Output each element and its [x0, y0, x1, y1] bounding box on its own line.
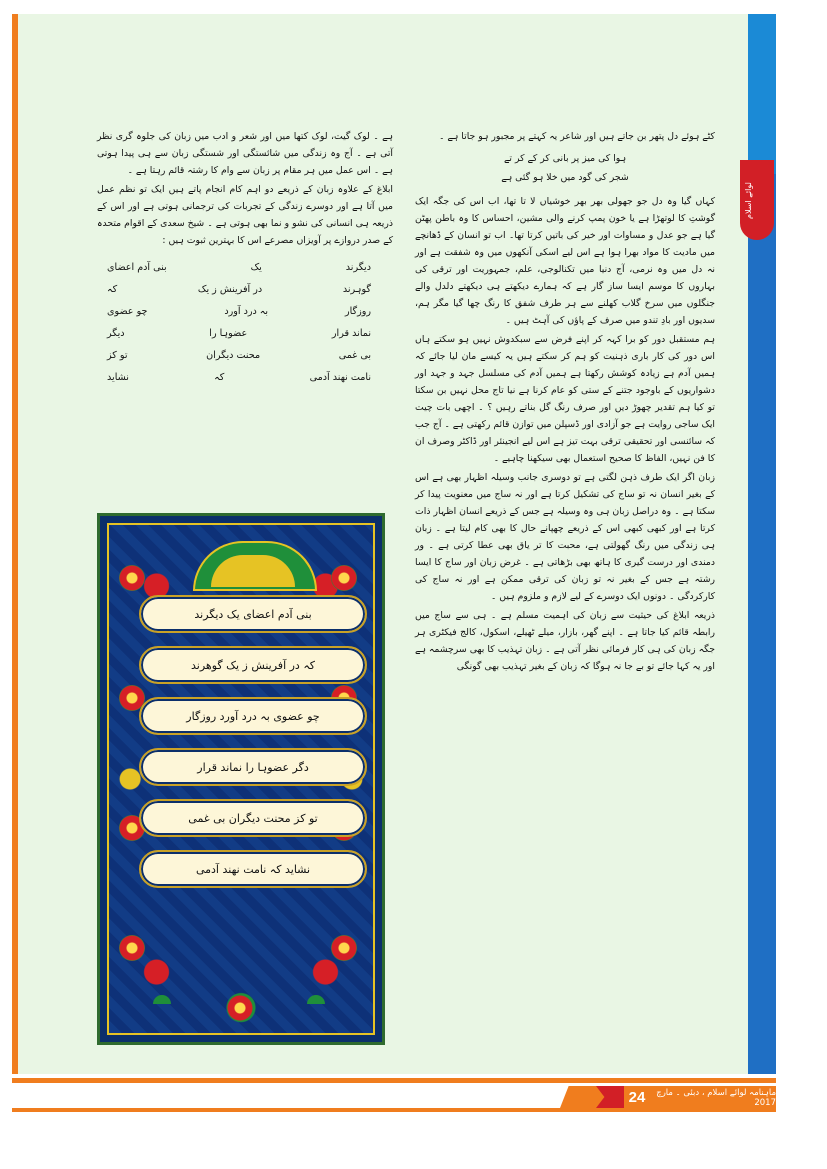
side-tab-label: لوائے اسلام: [744, 182, 753, 220]
poem-segment: دیگر: [107, 328, 125, 339]
poem-segment: عضوہا را: [209, 328, 248, 339]
page-number: 24: [628, 1088, 646, 1106]
poem-line: [97, 279, 393, 301]
poem-line: [97, 323, 393, 345]
paragraph: زبان اگر ایک طرف ذہن لگتی ہے تو دوسری جانب وسیلہ اظہار بھی ہے اس کے بغیر انسان نہ تو ساج کی تشکیل کرتا ہے اور نہ ساج میں معنویت پیدا کر سکتا ہے ۔ وہ دراصل زبان ہی وہ وسیلہ ہے جس کے ذریعے انسان اظہار ذات کرتا ہے اور کبھی کبھی اس کے ذریعے چھپانے حال کا بھی کام لیتا ہے ۔ زبان ہی زندگی میں رنگ گھولتی ہے، محبت کا تر یاق بھی عطا کرتی ہے ۔ ور دمندی اور درست گیری کا ہاتھ بھی بڑھاتی ہے ۔ غرض زبان اور ساج کا ایسا رشتہ ہے جس کے بغیر نہ تو زبان کی ترقی ممکن ہے اور نہ ساج کی کارکردگی ۔ دونوں ایک دوسرے کے لیے لازم و ملزوم ہیں ۔: [415, 472, 715, 602]
paragraph: ابلاغ کے علاوہ زبان کے ذریعے دو اہم کام انجام پاتے ہیں ایک تو نظم عمل میں آتا ہے اور دوسرے زندگی کے تجربات کی ترجمانی ہوتی ہے اور اس کے ذریعہ ہی انسانی کی نشو و نما بھی ہوتی ہے ۔ شیخ سعدی کے اقوام متحدہ کے صدر دروازے پر آویزاں مصرعے اس کا بہترین ثبوت ہیں :: [97, 184, 393, 246]
footer-whitespace: [12, 1112, 776, 1152]
poem-segment: محنت دیگران: [206, 350, 261, 361]
leaf-icon: [153, 995, 171, 1004]
flower-icon: [119, 935, 145, 961]
poem-segment: چو عضوی: [107, 306, 148, 317]
paragraph: ہے ۔ لوک گیت، لوک کتھا میں اور شعر و ادب میں زبان کی جلوہ گری نظر آتی ہے ۔ آج وہ زندگی میں شائستگی اور شستگی زبان سے ہی پیدا ہوتی ہے ۔ اس عمل میں ہر مقام پر زبان سے وام کا رشتہ قائم رہتا ہے ۔: [97, 131, 393, 176]
dome-inner-icon: [211, 555, 295, 587]
paragraph: ذریعہ ابلاغ کی حیثیت سے زبان کی اہمیت مسلم ہے ۔ ہی سے ساج میں رابطہ قائم کیا جاتا ہے ۔ اپنے گھر، بازار، میلے ٹھیلے، اسکول، کالج فیکٹری ہر جگہ زبان کی ہی کار فرمائی نظر آتی ہے ۔ زبان تہذیب کا بھی سرچشمہ ہے اور یہ کہا جائے تو بے جا نہ ہوگا کہ زبان کے بغیر تہذیب بھی گونگی: [415, 610, 715, 672]
text-column-left: [97, 128, 393, 389]
poem-segment: تو کز: [107, 350, 128, 361]
footer-rule-top: [12, 1078, 776, 1083]
poem-segment: نامت نھند آدمی: [309, 372, 371, 383]
paragraph: ہم مستقبل دور کو برا کہہ کر اپنے فرض سے سبکدوش نہیں ہو سکتے ہاں اس دور کی کار باری ذہنیت کو ہم کر سکتے ہیں یہ کیسے مان لیا جائے کہ ہمیں آدم ہے زیادہ کوشش رکھتا ہے ہمیں آدم کی مسلسل جہد و جہد اور دشواریوں کے باوجود جتنے کے ستی کو عام کرنا ہے نیا تاج محل نہیں بن سکتا تو کیا ہم تقدیر چھوڑ دیں اور صرف رنگ گل بناتے رہیں ؟ ۔ اچھی بات چیت ایک ساجی روایت ہے جو آزادی اور ڈسپلن میں توازن قائم رکھتی ہے ۔ آج جب کہ سائنسی اور تحقیقی ترقی بہت تیز ہے اس لیے انجینئر اور ڈاکٹر وصرف ان کا فن نہیں، الفاظ کا صحیح استعمال بھی سیکھنا چاہیے ۔: [415, 334, 715, 464]
poem-segment: نماند قرار: [331, 328, 371, 339]
poem-segment: بی غمی: [338, 350, 371, 361]
leaf-icon: [307, 995, 325, 1004]
paragraph: کٹے ہوئے دل پتھر بن جاتے ہیں اور شاعر یہ کہتے پر مجبور ہو جاتا ہے ۔: [439, 131, 715, 142]
flower-icon: [331, 565, 357, 591]
cartouche: کہ در آفرینش ز یک گوھرند: [139, 646, 367, 684]
cartouche: چو عضوی بہ درد آورد روزگار: [139, 697, 367, 735]
paragraph: کہاں گیا وہ دل جو جھولی بھر بھر خوشیاں لا تا تھا، اب اس کی جگہ ایک گوشتِ کا لوتھڑا ہے یا خون پمپ کرنے والی مشین، احساس کا وہ باطن پھٹن گیا ہے جو عدل و مساوات اور خیر کی باتیں کرتا تھا۔ اب تو انسان کے ڈھانچے میں مادیت کا مواد بھرا ہوا ہے اس لیے اسکی آنکھوں میں وہ شفقت ہے اور نہ دل میں وہ نرمی، آج دنیا میں تکنالوجی، علم، جمہوریت اور ترقی کی بہاروں کا موسم ایسا ساز گار ہے کہ ہمارے دیکھتے ہی دیکھتے دلدل والے جنگلوں میں سرخ گلاب کھلنے سے ہر طرف شفق کا رنگ چھا گیا مگر ہم، سدیوں اور بادِ تندو میں صرف کے پاؤں کی آہٹ ہیں ۔: [415, 196, 715, 326]
poem-segment: نشاید: [107, 372, 129, 383]
poem-line: [97, 367, 393, 389]
cartouche: بنی آدم اعضای یک دیگرند: [139, 595, 367, 633]
flower-icon: [119, 565, 145, 591]
persian-poem: [97, 257, 393, 389]
verse-line: ہوا کی میز پر بانی کر کے کر تے: [503, 153, 627, 164]
flower-icon: [227, 995, 253, 1021]
illustration-panel: [97, 513, 385, 1045]
verse-line: شجر کی گود میں خلا ہو گئی ہے: [501, 172, 629, 183]
text-column-right: [415, 128, 715, 677]
poem-line: [97, 301, 393, 323]
poem-segment: یک: [250, 262, 262, 273]
flower-icon: [331, 935, 357, 961]
poem-segment: کہ: [214, 372, 225, 383]
illustration-border-pattern: [107, 523, 375, 1035]
poem-segment: بنی آدم اعضای: [107, 262, 167, 273]
verse-block: [415, 149, 715, 187]
poem-segment: دیگرند: [345, 262, 371, 273]
poem-segment: بہ درد آورد: [224, 306, 269, 317]
poem-line: [97, 257, 393, 279]
right-blue-margin-bar-top: [748, 14, 776, 174]
cartouche: نشاید کہ نامت نھند آدمی: [139, 850, 367, 888]
poem-segment: گوہرند: [342, 284, 371, 295]
couplet-cartouche-stack: [139, 595, 367, 901]
footer-note: ماہنامہ لوائے اسلام ، دبئی ۔ مارچ 2017: [656, 1087, 776, 1108]
poem-segment: در آفرینش ز یک: [197, 284, 263, 295]
poem-segment: روزگار: [344, 306, 371, 317]
cartouche: دگر عضوہا را نماند قرار: [139, 748, 367, 786]
poem-line: [97, 345, 393, 367]
cartouche: تو کز محنت دیگران بی غمی: [139, 799, 367, 837]
poem-segment: کہ: [107, 284, 118, 295]
